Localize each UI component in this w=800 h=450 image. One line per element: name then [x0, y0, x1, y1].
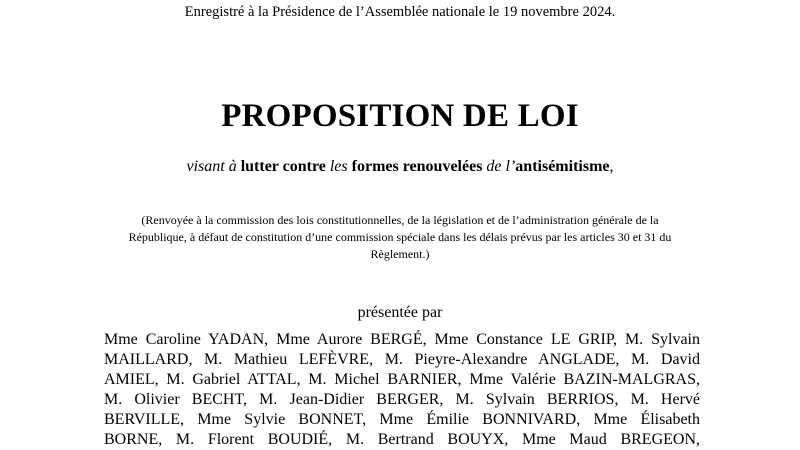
- referral-line: (Renvoyée à la commission des lois constitutionnelles, de la législation et de l’administration générale de la: [141, 213, 659, 227]
- author-line: MAILLARD, M. Mathieu LEFÈVRE, M. Pieyre-Alexandre ANGLADE, M. David: [104, 351, 700, 368]
- subtitle-part: antisémitisme: [515, 158, 610, 175]
- author-line: AMIEL, M. Gabriel ATTAL, M. Michel BARNIER, Mme Valérie BAZIN-MALGRAS,: [104, 371, 700, 388]
- author-list: [104, 330, 700, 450]
- registration-notice: Enregistré à la Présidence de l’Assemblée nationale le 19 novembre 2024.: [184, 4, 616, 20]
- subtitle-part: visant à: [186, 158, 237, 175]
- referral-line: République, à défaut de constitution d’une commission spéciale dans les délais prévus par les articles 30 et 31 du: [128, 230, 672, 244]
- author-line: BERVILLE, Mme Sylvie BONNET, Mme Émilie BONNIVARD, Mme Élisabeth: [104, 411, 700, 428]
- subtitle-part: de l’: [486, 158, 516, 175]
- referral-line: Règlement.): [370, 247, 430, 261]
- document-title: PROPOSITION DE LOI: [221, 98, 579, 134]
- author-line: M. Olivier BECHT, M. Jean-Didier BERGER, M. Sylvain BERRIOS, M. Hervé: [104, 391, 700, 408]
- author-line: BORNE, M. Florent BOUDIÉ, M. Bertrand BOUYX, Mme Maud BREGEON,: [104, 431, 700, 448]
- document-subtitle: [0, 157, 800, 177]
- subtitle-part: ,: [609, 158, 614, 175]
- subtitle-part: formes renouvelées: [351, 158, 483, 175]
- subtitle-part: les: [329, 158, 348, 175]
- author-line: Mme Caroline YADAN, Mme Aurore BERGÉ, Mme Constance LE GRIP, M. Sylvain: [104, 331, 700, 348]
- subtitle-part: lutter contre: [240, 158, 326, 175]
- referral-note: [100, 212, 700, 263]
- presented-by-label: présentée par: [357, 304, 443, 321]
